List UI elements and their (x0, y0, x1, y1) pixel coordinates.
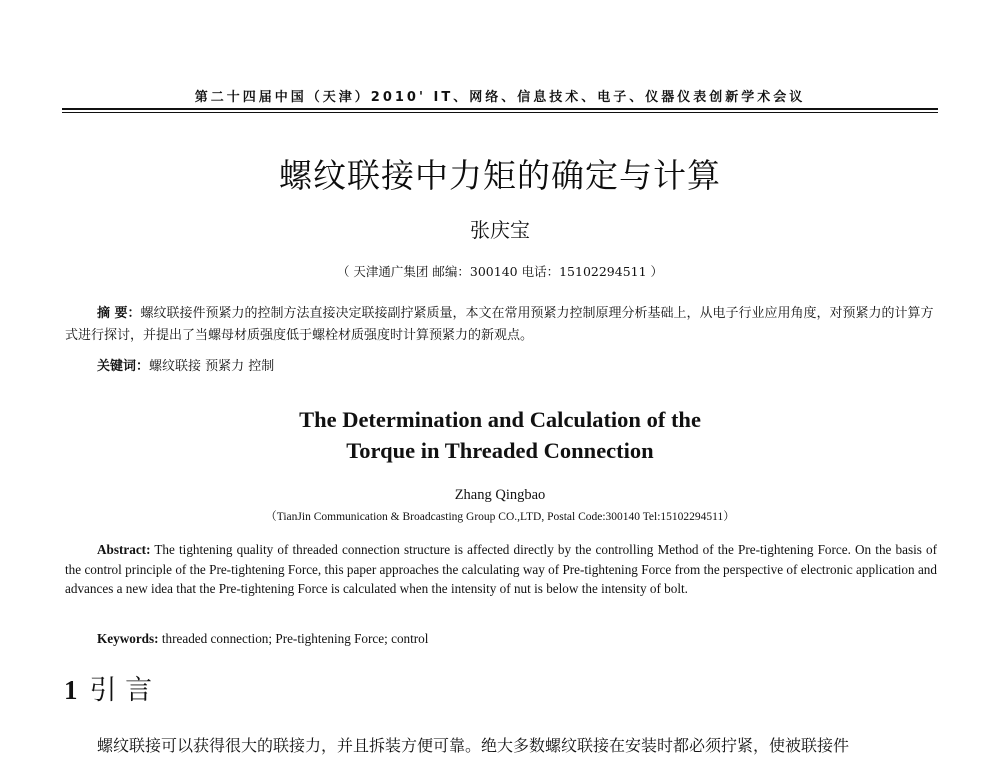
header-rule-thin (62, 112, 938, 113)
paper-title-en-line1: The Determination and Calculation of the (299, 407, 701, 432)
abstract-en-text: The tightening quality of threaded connection structure is affected directly by the controlling Method of the Pre-tightening Force. On the basis of the control principle of the Pre-tightening Force, this paper approaches the calculating way of Pre-tightening Force from the perspective of electronic application and advances a new idea that the Pre-tightening Force is calculated when the intensity of nut is below the intensity of bolt. (65, 542, 938, 597)
abstract-en-label: Abstract: (97, 542, 151, 557)
section-number: 1 (64, 675, 78, 705)
paper-title-en (0, 404, 1000, 466)
keywords-cn-label: 关键词： (97, 359, 150, 374)
running-header: 第二十四届中国（天津）2010' IT、网络、信息技术、电子、仪器仪表创新学术会议 (194, 90, 806, 105)
paper-title-en-line2: Torque in Threaded Connection (346, 438, 654, 463)
affiliation-en: （TianJin Communication & Broadcasting Group CO.,LTD, Postal Code:300140 Tel:15102294511） (265, 511, 735, 523)
abstract-cn-text: 螺纹联接件预紧力的控制方法直接决定联接副拧紧质量，本文在常用预紧力控制原理分析基础上，从电子行业应用角度，对预紧力的计算方式进行探讨，并提出了当螺母材质强度低于螺栓材质强度时计算预紧力的新观点。 (65, 306, 934, 343)
paper-title-cn: 螺纹联接中力矩的确定与计算 (279, 156, 721, 195)
keywords-cn (97, 355, 937, 374)
affiliation-cn: （ 天津通广集团 邮编：300140 电话：15102294511 ） (336, 264, 664, 279)
author-name-cn: 张庆宝 (470, 218, 530, 242)
section-title: 引 言 (89, 675, 153, 706)
abstract-en (65, 540, 937, 599)
header-rule-thick (62, 108, 938, 110)
keywords-en-text: threaded connection; Pre-tightening Force; control (161, 631, 429, 646)
section-heading-introduction (64, 668, 152, 707)
body-paragraph: 螺纹联接可以获得很大的联接力，并且拆装方便可靠。绝大多数螺纹联接在安装时都必须拧紧，使被联接件 (97, 736, 850, 755)
abstract-cn-label: 摘 要： (97, 306, 141, 321)
keywords-en (97, 631, 937, 647)
keywords-cn-text: 螺纹联接 预紧力 控制 (149, 359, 275, 374)
abstract-cn (65, 303, 935, 347)
keywords-en-label: Keywords: (97, 631, 159, 646)
author-name-en: Zhang Qingbao (454, 487, 546, 503)
